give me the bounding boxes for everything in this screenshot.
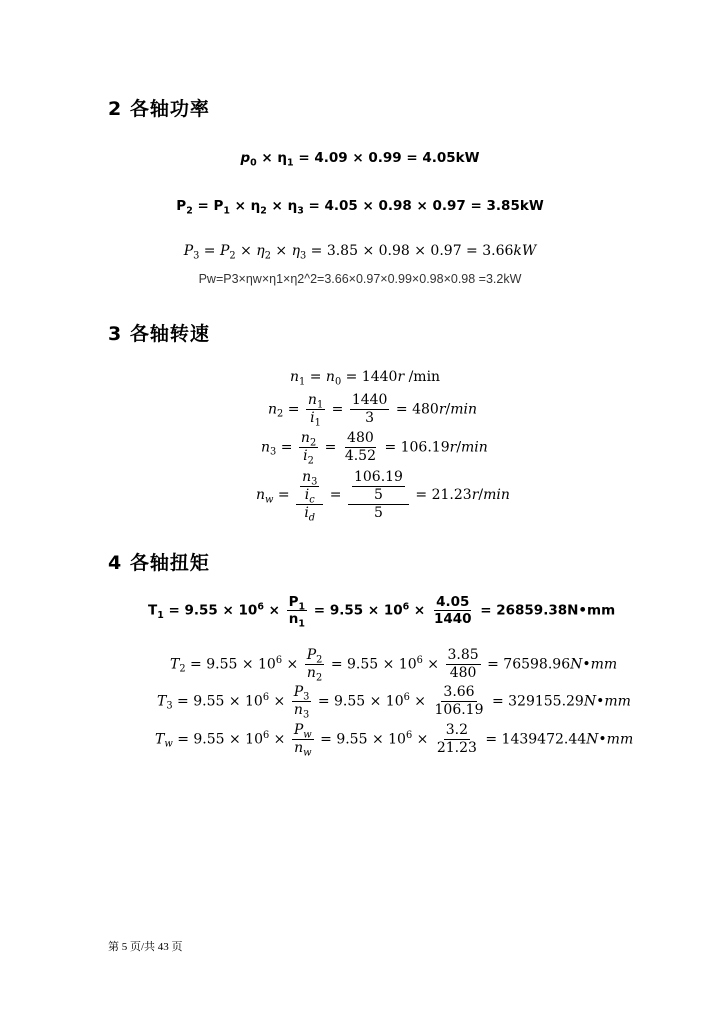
equation-n1-value: = 1440 <box>341 369 398 385</box>
n2-result: = 480 <box>395 401 439 418</box>
equation-p1-result: = 4.09 × 0.99 = 4.05kW <box>298 150 480 166</box>
t2-denominator: 480 <box>449 664 477 681</box>
equation-n3: $n_3$ = $\frac{n_2}{i_2}$ = $\frac{480}{4.52}$ = 106.19r/min <box>261 430 488 467</box>
t2-constant: = 9.55 × 10 <box>190 656 276 673</box>
section-heading-power: 2 各轴功率 <box>108 98 210 120</box>
n2-denominator: 3 <box>365 409 375 426</box>
equation-n1: $n_1 = n_0 = 1440r$ /min <box>290 369 441 388</box>
nw-inner-denominator: 5 <box>374 486 383 503</box>
tw-result: = 1439472.44 <box>485 731 587 748</box>
section-heading-torque: 4 各轴扭矩 <box>108 552 210 574</box>
t3-result: = 329155.29 <box>491 693 584 710</box>
nw-outer-denominator: 5 <box>374 504 383 521</box>
equation-t1: $T_1 = 9.55 \times 10^6$ × $\frac{P_1}{n_1}$ = $9.55 \times 10^6$ × $\frac{4.05}{1440}$ = 26859.38N•mm <box>148 594 616 630</box>
equation-t3: $T_3 = 9.55 \times 10^6$ × $\frac{P_3}{n_3}$ = $9.55 \times 10^6$ × $\frac{3.66}{106.19}$ = 329155.29N•mm <box>157 684 631 721</box>
nw-numerator: 106.19 <box>353 469 403 485</box>
equation-p1: $p_0 \times \eta_1 = 4.09 \times 0.99 = 4.05kW$ <box>240 150 480 169</box>
tw-numerator: 3.2 <box>445 722 468 738</box>
section-heading-speed: 3 各轴转速 <box>108 323 210 345</box>
equation-p3-result: = 3.85 × 0.98 × 0.97 = 3.66 <box>306 243 514 259</box>
n2-numerator: 1440 <box>351 392 388 408</box>
n3-result: = 106.19 <box>384 439 450 456</box>
equation-nw: $n_w$ = $\frac{\frac{n_3}{i_c}}{i_d}$ = $\frac{\frac{106.19}{5}}{5}$ = 21.23r/min <box>256 469 510 524</box>
n3-numerator: 480 <box>347 430 374 446</box>
equation-pw: Pw=P3×ηw×η1×η2^2=3.66×0.97×0.99×0.98×0.98 =3.2kW <box>198 272 522 286</box>
t1-denominator: 1440 <box>433 611 472 628</box>
tw-denominator: 21.23 <box>436 739 477 756</box>
t2-result: = 76598.96 <box>487 656 571 673</box>
equation-n2: $n_2$ = $\frac{n_1}{i_1}$ = $\frac{1440}{3}$ = 480r/min <box>268 392 478 429</box>
t1-constant: = 9.55 × 10 <box>168 602 258 619</box>
equation-p2-result: = 4.05 × 0.98 × 0.97 = 3.85kW <box>308 198 544 214</box>
tw-constant: = 9.55 × 10 <box>177 731 263 748</box>
equation-p3: $P_3 = P_2 \times \eta_2 \times \eta_3 = 3.85 \times 0.98 \times 0.97 = 3.66kW$ <box>183 243 537 262</box>
page-footer: 第 5 页/共 43 页 <box>108 941 183 953</box>
t3-numerator: 3.66 <box>443 684 475 700</box>
n3-denominator: 4.52 <box>344 447 376 464</box>
t1-result: = 26859.38N•mm <box>480 602 616 619</box>
nw-result: = 21.23 <box>415 487 472 504</box>
t1-numerator: 4.05 <box>436 594 470 610</box>
t2-numerator: 3.85 <box>447 647 479 663</box>
equation-tw: $T_w = 9.55 \times 10^6$ × $\frac{P_w}{n_w}$ = $9.55 \times 10^6$ × $\frac{3.2}{21.23}$ = 1439472.44N•mm <box>155 722 634 759</box>
t3-denominator: 106.19 <box>434 701 484 718</box>
t3-constant: = 9.55 × 10 <box>177 693 263 710</box>
equation-p2: $P_2 = P_1 \times \eta_2 \times \eta_3 = 4.05 \times 0.98 \times 0.97 = 3.85kW$ <box>176 198 544 217</box>
equation-t2: $T_2 = 9.55 \times 10^6$ × $\frac{P_2}{n_2}$ = $9.55 \times 10^6$ × $\frac{3.85}{480}$ = 76598.96N•mm <box>170 647 618 684</box>
equation-n1-unit: /min <box>404 369 441 385</box>
